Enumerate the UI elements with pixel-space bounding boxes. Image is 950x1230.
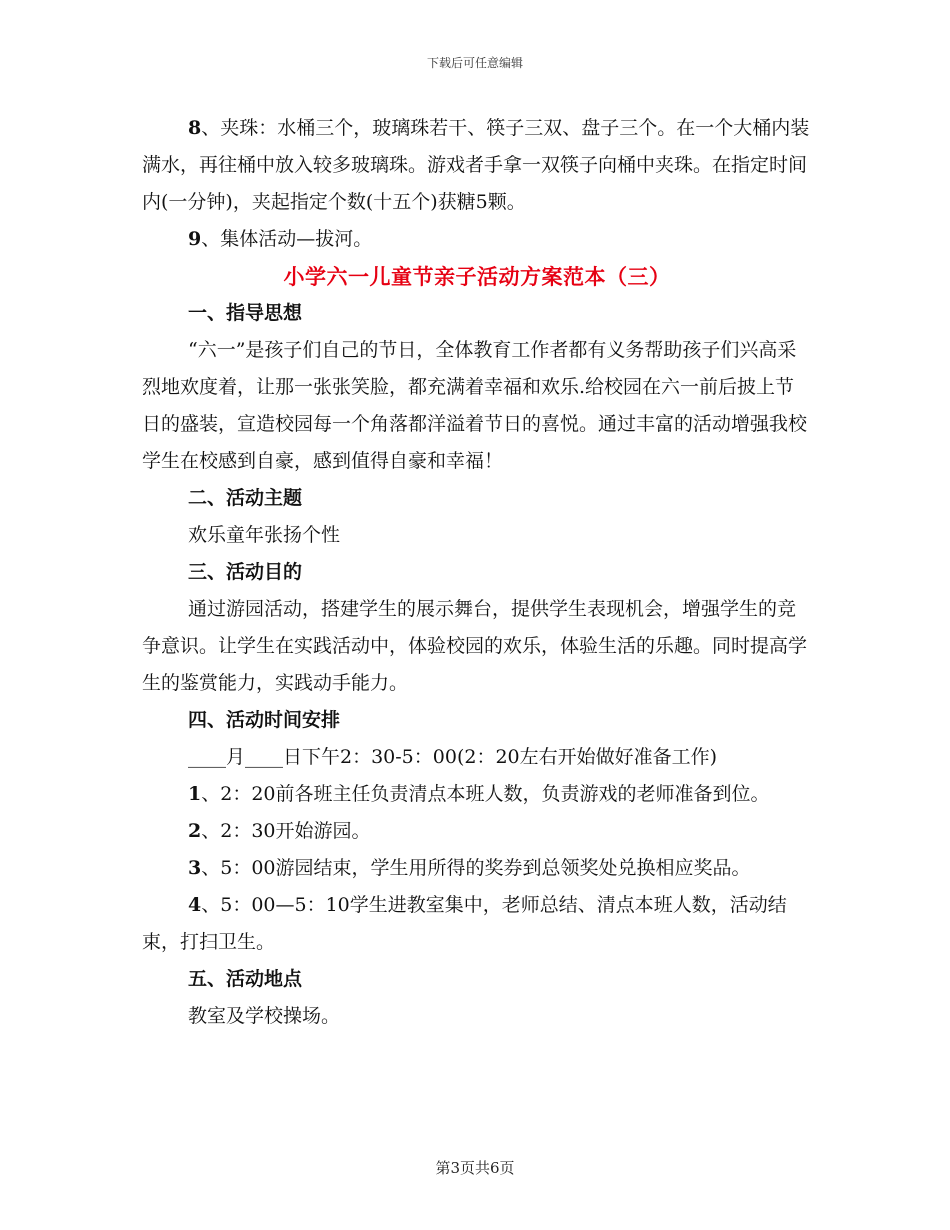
section-4-item-4-text: 、5：00—5：10学生进教室集中，老师总结、清点本班人数，活动结束，打扫卫生。 xyxy=(142,894,787,953)
section-5-heading: 五、活动地点 xyxy=(188,968,303,990)
section-4-item-1-text: 、2：20前各班主任负责清点本班人数，负责游戏的老师准备到位。 xyxy=(201,783,770,805)
item-8-number: 8 xyxy=(188,117,202,139)
document-body xyxy=(142,110,812,1035)
section-2-heading: 二、活动主题 xyxy=(188,487,303,509)
section-4-heading: 四、活动时间安排 xyxy=(188,709,341,731)
section-4-time: ____月____日下午2：30-5：00(2：20左右开始做好准备工作) xyxy=(188,746,718,768)
section-1-heading: 一、指导思想 xyxy=(188,302,303,324)
section-4-item-2-number: 2 xyxy=(188,820,202,842)
item-9 xyxy=(142,221,812,258)
section-1-body: “六一”是孩子们自己的节日，全体教育工作者都有义务帮助孩子们兴高采烈地欢度着，让那一张张笑脸，都充满着幸福和欢乐.给校园在六一前后披上节日的盛装，宣造校园每一个角落都洋溢着节日的喜悦。通过丰富的活动增强我校学生在校感到自豪，感到值得自豪和幸福！ xyxy=(142,339,808,472)
section-4-item-3-text: 、5：00游园结束，学生用所得的奖券到总领奖处兑换相应奖品。 xyxy=(201,857,751,879)
document-title: 小学六一儿童节亲子活动方案范本（三） xyxy=(283,264,671,289)
section-4-item-2 xyxy=(142,813,812,850)
page-footer: 第3页共6页 xyxy=(435,1159,515,1177)
section-5-body: 教室及学校操场。 xyxy=(188,1005,341,1027)
section-4-item-3-number: 3 xyxy=(188,857,202,879)
section-4-item-1-number: 1 xyxy=(188,783,202,805)
page-header: 下载后可任意编辑 xyxy=(426,56,523,70)
item-8 xyxy=(142,110,812,221)
section-3-body: 通过游园活动，搭建学生的展示舞台，提供学生表现机会，增强学生的竞争意识。让学生在实践活动中，体验校园的欢乐，体验生活的乐趣。同时提高学生的鉴赏能力，实践动手能力。 xyxy=(142,598,808,694)
item-9-number: 9 xyxy=(188,228,202,250)
section-2-body: 欢乐童年张扬个性 xyxy=(188,524,341,546)
section-4-item-3 xyxy=(142,850,812,887)
item-8-text: 、夹珠：水桶三个，玻璃珠若干、筷子三双、盘子三个。在一个大桶内装满水，再往桶中放入较多玻璃珠。游戏者手拿一双筷子向桶中夹珠。在指定时间内(一分钟)，夹起指定个数(十五个)获糖5颗。 xyxy=(142,117,810,213)
section-4-item-2-text: 、2：30开始游园。 xyxy=(201,820,371,842)
section-4-item-4-number: 4 xyxy=(188,894,202,916)
section-3-heading: 三、活动目的 xyxy=(188,561,303,583)
section-4-item-1 xyxy=(142,776,812,813)
section-4-item-4 xyxy=(142,887,812,961)
item-9-text: 、集体活动—拔河。 xyxy=(201,228,373,250)
